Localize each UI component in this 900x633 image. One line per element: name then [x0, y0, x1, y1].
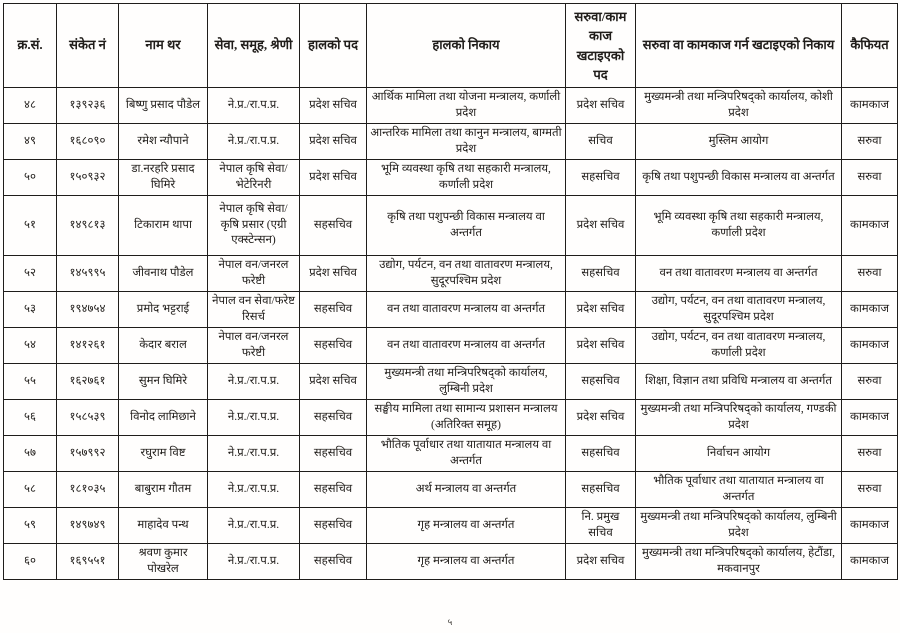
table-row [4, 328, 898, 364]
table-row [4, 160, 898, 196]
cell-current-post: प्रदेश सचिव [300, 364, 367, 400]
cell-serial-number: ४९ [4, 124, 57, 160]
cell-current-post: सहसचिव [300, 472, 367, 508]
cell-assigned-post: सहसचिव [566, 436, 636, 472]
cell-current-post: सहसचिव [300, 328, 367, 364]
cell-code-number: १४५९९५ [57, 256, 119, 292]
cell-assigned-office: मुख्यमन्त्री तथा मन्त्रिपरिषद्को कार्यालय, हेटौंडा, मकवानपुर [636, 544, 842, 580]
cell-service-group-class: ने.प्र./रा.प.प्र. [208, 400, 300, 436]
cell-name: विनोद लामिछाने [119, 400, 208, 436]
cell-current-office: आन्तरिक मामिला तथा कानुन मन्त्रालय, बाग्मती प्रदेश [367, 124, 566, 160]
cell-serial-number: ५३ [4, 292, 57, 328]
cell-assigned-office: मुस्लिम आयोग [636, 124, 842, 160]
header-current-post: हालको पद [300, 4, 367, 88]
table-row [4, 196, 898, 256]
cell-current-office: सङ्घीय मामिला तथा सामान्य प्रशासन मन्त्रालय (अतिरिक्त समूह) [367, 400, 566, 436]
cell-current-post: सहसचिव [300, 544, 367, 580]
cell-assigned-office: भौतिक पूर्वाधार तथा यातायात मन्त्रालय वा अन्तर्गत [636, 472, 842, 508]
cell-remarks: कामकाज [842, 400, 898, 436]
cell-service-group-class: ने.प्र./रा.प.प्र. [208, 544, 300, 580]
cell-current-post: सहसचिव [300, 436, 367, 472]
cell-current-post: सहसचिव [300, 508, 367, 544]
cell-remarks: कामकाज [842, 88, 898, 124]
cell-current-post: सहसचिव [300, 196, 367, 256]
cell-code-number: १६९५५१ [57, 544, 119, 580]
header-row [4, 4, 898, 88]
cell-code-number: १६८०९० [57, 124, 119, 160]
table-row [4, 124, 898, 160]
cell-remarks: सरुवा [842, 364, 898, 400]
cell-code-number: १५०९३२ [57, 160, 119, 196]
cell-assigned-office: मुख्यमन्त्री तथा मन्त्रिपरिषद्को कार्यालय, कोशी प्रदेश [636, 88, 842, 124]
page-number: ५ [447, 617, 453, 627]
cell-name: प्रमोद भट्टराई [119, 292, 208, 328]
cell-service-group-class: नेपाल कृषि सेवा/कृषि प्रसार (एग्री एक्स्टेन्सन) [208, 196, 300, 256]
table-row [4, 292, 898, 328]
cell-assigned-post: सचिव [566, 124, 636, 160]
cell-current-office: भूमि व्यवस्था कृषि तथा सहकारी मन्त्रालय, कर्णाली प्रदेश [367, 160, 566, 196]
cell-code-number: १४९७४९ [57, 508, 119, 544]
cell-service-group-class: ने.प्र./रा.प.प्र. [208, 508, 300, 544]
cell-assigned-office: मुख्यमन्त्री तथा मन्त्रिपरिषद्को कार्यालय, गण्डकी प्रदेश [636, 400, 842, 436]
table-row [4, 88, 898, 124]
cell-name: केदार बराल [119, 328, 208, 364]
cell-remarks: कामकाज [842, 508, 898, 544]
cell-serial-number: ६० [4, 544, 57, 580]
cell-code-number: १८१०३५ [57, 472, 119, 508]
table-row [4, 364, 898, 400]
cell-current-office: आर्थिक मामिला तथा योजना मन्त्रालय, कर्णाली प्रदेश [367, 88, 566, 124]
header-serial-number: क्र.सं. [4, 4, 57, 88]
table-row [4, 400, 898, 436]
cell-code-number: १९४७५४ [57, 292, 119, 328]
cell-serial-number: ५९ [4, 508, 57, 544]
cell-current-office: वन तथा वातावरण मन्त्रालय वा अन्तर्गत [367, 328, 566, 364]
cell-remarks: कामकाज [842, 292, 898, 328]
cell-current-post: प्रदेश सचिव [300, 256, 367, 292]
cell-serial-number: ५२ [4, 256, 57, 292]
cell-service-group-class: ने.प्र./रा.प.प्र. [208, 364, 300, 400]
cell-assigned-office: शिक्षा, विज्ञान तथा प्रविधि मन्त्रालय वा अन्तर्गत [636, 364, 842, 400]
cell-name: सुमन घिमिरे [119, 364, 208, 400]
cell-service-group-class: ने.प्र./रा.प.प्र. [208, 124, 300, 160]
cell-current-office: उद्योग, पर्यटन, वन तथा वातावरण मन्त्रालय, सुदूरपश्चिम प्रदेश [367, 256, 566, 292]
cell-name: जीवनाथ पौडेल [119, 256, 208, 292]
cell-serial-number: ४८ [4, 88, 57, 124]
cell-name: रघुराम विष्ट [119, 436, 208, 472]
cell-assigned-post: प्रदेश सचिव [566, 328, 636, 364]
header-assigned-office: सरुवा वा कामकाज गर्न खटाइएको निकाय [636, 4, 842, 88]
table-row [4, 472, 898, 508]
cell-remarks: सरुवा [842, 160, 898, 196]
cell-remarks: कामकाज [842, 196, 898, 256]
cell-current-office: मुख्यमन्त्री तथा मन्त्रिपरिषद्को कार्यालय, लुम्बिनी प्रदेश [367, 364, 566, 400]
cell-service-group-class: नेपाल कृषि सेवा/भेटेरिनरी [208, 160, 300, 196]
cell-serial-number: ५६ [4, 400, 57, 436]
cell-service-group-class: ने.प्र./रा.प.प्र. [208, 436, 300, 472]
cell-serial-number: ५८ [4, 472, 57, 508]
cell-assigned-office: कृषि तथा पशुपन्छी विकास मन्त्रालय वा अन्तर्गत [636, 160, 842, 196]
cell-service-group-class: नेपाल वन/जनरल फरेष्टी [208, 328, 300, 364]
cell-current-post: प्रदेश सचिव [300, 160, 367, 196]
cell-service-group-class: ने.प्र./रा.प.प्र. [208, 472, 300, 508]
cell-current-office: अर्थ मन्त्रालय वा अन्तर्गत [367, 472, 566, 508]
cell-serial-number: ५५ [4, 364, 57, 400]
cell-code-number: १५७९९२ [57, 436, 119, 472]
table-row [4, 544, 898, 580]
header-remarks: कैफियत [842, 4, 898, 88]
cell-remarks: सरुवा [842, 472, 898, 508]
cell-assigned-office: उद्योग, पर्यटन, वन तथा वातावरण मन्त्रालय, कर्णाली प्रदेश [636, 328, 842, 364]
cell-assigned-post: सहसचिव [566, 364, 636, 400]
cell-assigned-office: वन तथा वातावरण मन्त्रालय वा अन्तर्गत [636, 256, 842, 292]
cell-assigned-post: प्रदेश सचिव [566, 292, 636, 328]
table-body [4, 88, 898, 580]
header-current-office: हालको निकाय [367, 4, 566, 88]
cell-name: डा.नरहरि प्रसाद घिमिरे [119, 160, 208, 196]
cell-remarks: सरुवा [842, 124, 898, 160]
cell-code-number: १५८५३९ [57, 400, 119, 436]
cell-service-group-class: ने.प्र./रा.प.प्र. [208, 88, 300, 124]
cell-current-office: गृह मन्त्रालय वा अन्तर्गत [367, 544, 566, 580]
cell-code-number: १६२७६१ [57, 364, 119, 400]
table-row [4, 256, 898, 292]
cell-remarks: कामकाज [842, 328, 898, 364]
header-assigned-post: सरुवा/काम काज खटाइएको पद [566, 4, 636, 88]
cell-assigned-post: सहसचिव [566, 256, 636, 292]
cell-current-post: सहसचिव [300, 292, 367, 328]
cell-remarks: सरुवा [842, 256, 898, 292]
header-code-number: संकेत नं [57, 4, 119, 88]
cell-assigned-post: प्रदेश सचिव [566, 400, 636, 436]
cell-serial-number: ५७ [4, 436, 57, 472]
cell-name: बिष्णु प्रसाद पौडेल [119, 88, 208, 124]
table-row [4, 436, 898, 472]
cell-assigned-office: निर्वाचन आयोग [636, 436, 842, 472]
cell-current-office: कृषि तथा पशुपन्छी विकास मन्त्रालय वा अन्तर्गत [367, 196, 566, 256]
cell-serial-number: ५१ [4, 196, 57, 256]
cell-assigned-office: उद्योग, पर्यटन, वन तथा वातावरण मन्त्रालय, सुदूरपश्चिम प्रदेश [636, 292, 842, 328]
cell-code-number: १४१२६१ [57, 328, 119, 364]
cell-assigned-office: मुख्यमन्त्री तथा मन्त्रिपरिषद्को कार्यालय, लुम्बिनी प्रदेश [636, 508, 842, 544]
cell-current-post: प्रदेश सचिव [300, 88, 367, 124]
cell-assigned-post: प्रदेश सचिव [566, 544, 636, 580]
cell-serial-number: ५४ [4, 328, 57, 364]
cell-serial-number: ५० [4, 160, 57, 196]
header-name: नाम थर [119, 4, 208, 88]
cell-assigned-post: सहसचिव [566, 472, 636, 508]
cell-name: रमेश न्यौपाने [119, 124, 208, 160]
transfer-table [3, 3, 898, 580]
cell-current-post: सहसचिव [300, 400, 367, 436]
cell-assigned-post: प्रदेश सचिव [566, 196, 636, 256]
cell-current-office: वन तथा वातावरण मन्त्रालय वा अन्तर्गत [367, 292, 566, 328]
cell-service-group-class: नेपाल वन/जनरल फरेष्टी [208, 256, 300, 292]
cell-remarks: सरुवा [842, 436, 898, 472]
cell-assigned-office: भूमि व्यवस्था कृषि तथा सहकारी मन्त्रालय, कर्णाली प्रदेश [636, 196, 842, 256]
table-header [4, 4, 898, 88]
cell-service-group-class: नेपाल वन सेवा/फरेष्ट रिसर्च [208, 292, 300, 328]
cell-assigned-post: प्रदेश सचिव [566, 88, 636, 124]
cell-current-office: भौतिक पूर्वाधार तथा यातायात मन्त्रालय वा अन्तर्गत [367, 436, 566, 472]
cell-remarks: कामकाज [842, 544, 898, 580]
cell-current-office: गृह मन्त्रालय वा अन्तर्गत [367, 508, 566, 544]
header-service-group-class: सेवा, समूह, श्रेणी [208, 4, 300, 88]
cell-name: टिकाराम थापा [119, 196, 208, 256]
cell-current-post: प्रदेश सचिव [300, 124, 367, 160]
cell-name: श्रवण कुमार पोखरेल [119, 544, 208, 580]
cell-code-number: १३९२३६ [57, 88, 119, 124]
cell-name: माहादेव पन्थ [119, 508, 208, 544]
table-row [4, 508, 898, 544]
cell-assigned-post: नि. प्रमुख सचिव [566, 508, 636, 544]
cell-code-number: १४९८१३ [57, 196, 119, 256]
cell-name: बाबुराम गौतम [119, 472, 208, 508]
cell-assigned-post: सहसचिव [566, 160, 636, 196]
